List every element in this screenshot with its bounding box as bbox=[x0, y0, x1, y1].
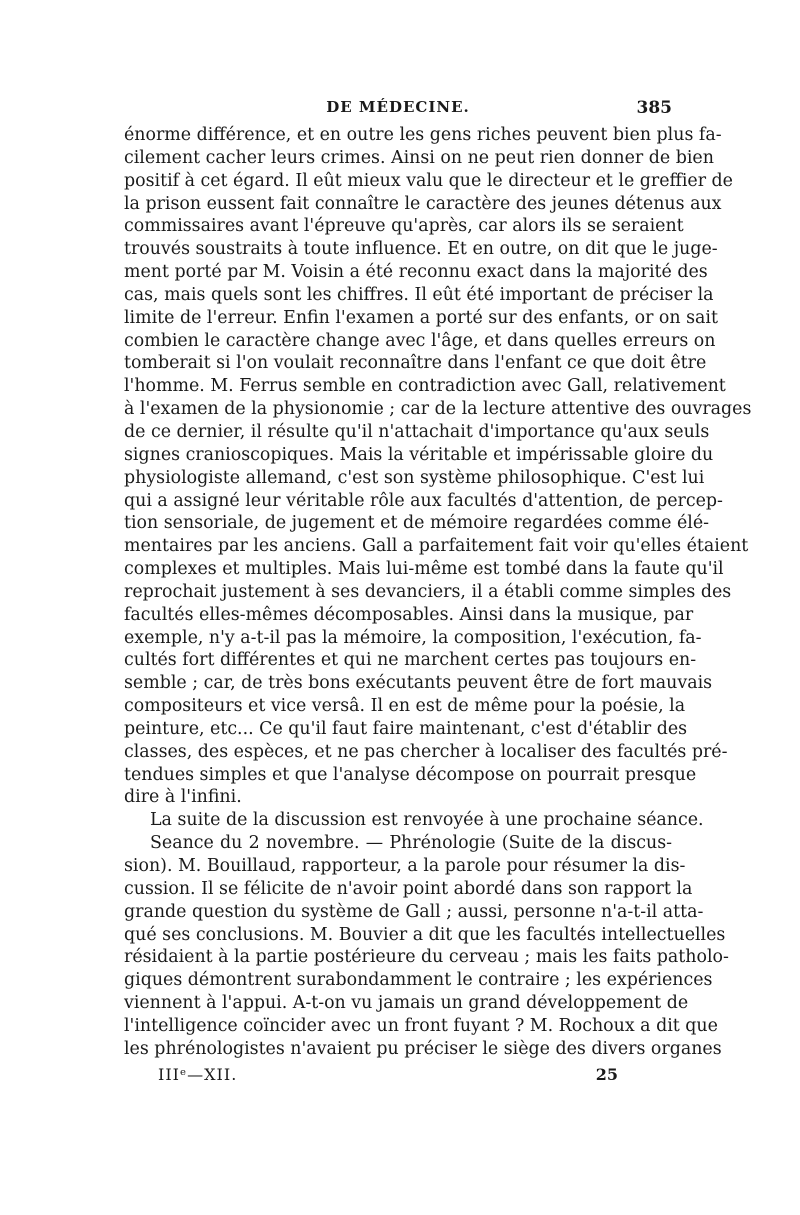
folio-number: 25 bbox=[595, 1064, 618, 1084]
text-line: l'homme. M. Ferrus semble en contradiction avec Gall, relativement bbox=[124, 376, 726, 397]
text-line: sion). M. Bouillaud, rapporteur, a la parole pour résumer la dis- bbox=[124, 856, 686, 876]
text-line: cas, mais quels sont les chiffres. Il eût été important de préciser la bbox=[124, 284, 714, 305]
text-line: l'intelligence coïncider avec un front fuyant ? M. Rochoux a dit que bbox=[124, 1015, 718, 1036]
text-line: signes cranioscopiques. Mais la véritable et impérissable gloire du bbox=[124, 444, 714, 465]
book-page bbox=[124, 96, 752, 1096]
text-line: facultés elles-mêmes décomposables. Ainsi dans la musique, par bbox=[124, 604, 694, 625]
running-head bbox=[124, 96, 672, 124]
text-line: combien le caractère change avec l'âge, et dans quelles erreurs on bbox=[124, 330, 716, 351]
text-line: commissaires avant l'épreuve qu'après, car alors ils se seraient bbox=[124, 216, 684, 237]
text-line: complexes et multiples. Mais lui-même est tombé dans la faute qu'il bbox=[124, 559, 724, 580]
text-line: trouvés soustraits à toute influence. Et en outre, on dit que le juge- bbox=[124, 239, 718, 260]
page-number: 385 bbox=[636, 98, 672, 118]
text-line: la prison eussent fait connaître le caractère des jeunes détenus aux bbox=[124, 193, 722, 214]
text-line: qui a assigné leur véritable rôle aux facultés d'attention, de percep- bbox=[124, 490, 723, 511]
text-line: limite de l'erreur. Enfin l'examen a porté sur des enfants, or on sait bbox=[124, 307, 718, 328]
text-line: compositeurs et vice versâ. Il en est de même pour la poésie, la bbox=[124, 696, 686, 717]
signature-mark: IIIᵉ—XII. bbox=[158, 1064, 238, 1084]
text-line: cilement cacher leurs crimes. Ainsi on ne peut rien donner de bien bbox=[124, 147, 714, 168]
text-line: classes, des espèces, et ne pas chercher à localiser des facultés pré- bbox=[124, 741, 728, 762]
text-line: semble ; car, de très bons exécutants peuvent être de fort mauvais bbox=[124, 673, 713, 694]
text-line: giques démontrent surabondamment le contraire ; les expériences bbox=[124, 970, 713, 991]
text-line: exemple, n'y a-t-il pas la mémoire, la composition, l'exécution, fa- bbox=[124, 627, 702, 648]
text-line: les phrénologistes n'avaient pu préciser le siège des divers organes bbox=[124, 1038, 722, 1059]
text-line: ment porté par M. Voisin a été reconnu exact dans la majorité des bbox=[124, 262, 708, 283]
text-line: viennent à l'appui. A-t-on vu jamais un grand développement de bbox=[124, 993, 689, 1014]
text-line: énorme différence, et en outre les gens riches peuvent bien plus fa- bbox=[124, 125, 722, 145]
text-line: à l'examen de la physionomie ; car de la lecture attentive des ouvrages bbox=[124, 399, 752, 420]
running-title: DE MÉDECINE. bbox=[326, 98, 470, 116]
text-line: physiologiste allemand, c'est son système philosophique. C'est lui bbox=[124, 467, 705, 488]
text-line: qué ses conclusions. M. Bouvier a dit que les facultés intellectuelles bbox=[124, 924, 726, 945]
text-line: La suite de la discussion est renvoyée à une prochaine séance. bbox=[150, 810, 704, 831]
text-line: cultés fort différentes et qui ne marchent certes pas toujours en- bbox=[124, 650, 697, 671]
text-line: mentaires par les anciens. Gall a parfaitement fait voir qu'elles étaient bbox=[124, 536, 749, 557]
text-line: peinture, etc... Ce qu'il faut faire maintenant, c'est d'établir des bbox=[124, 718, 688, 739]
text-line: dire à l'infini. bbox=[124, 787, 242, 808]
text-line: tion sensoriale, de jugement et de mémoire regardées comme élé- bbox=[124, 513, 709, 534]
text-line: tomberait si l'on voulait reconnaître dans l'enfant ce que doit être bbox=[124, 353, 707, 374]
page-footer bbox=[124, 1063, 672, 1089]
text-line: cussion. Il se félicite de n'avoir point abordé dans son rapport la bbox=[124, 878, 693, 899]
text-line: reprochait justement à ses devanciers, il a établi comme simples des bbox=[124, 581, 732, 602]
body-text bbox=[124, 124, 752, 1061]
text-line: résidaient à la partie postérieure du cerveau ; mais les faits patholo- bbox=[124, 947, 729, 968]
text-line: Seance du 2 novembre. — Phrénologie (Suite de la discus- bbox=[150, 833, 672, 854]
text-line: grande question du système de Gall ; aussi, personne n'a-t-il atta- bbox=[124, 901, 704, 922]
text-line: de ce dernier, il résulte qu'il n'attachait d'importance qu'aux seuls bbox=[124, 421, 710, 442]
text-line: positif à cet égard. Il eût mieux valu que le directeur et le greffier de bbox=[124, 170, 733, 191]
text-line: tendues simples et que l'analyse décompose on pourrait presque bbox=[124, 764, 697, 785]
